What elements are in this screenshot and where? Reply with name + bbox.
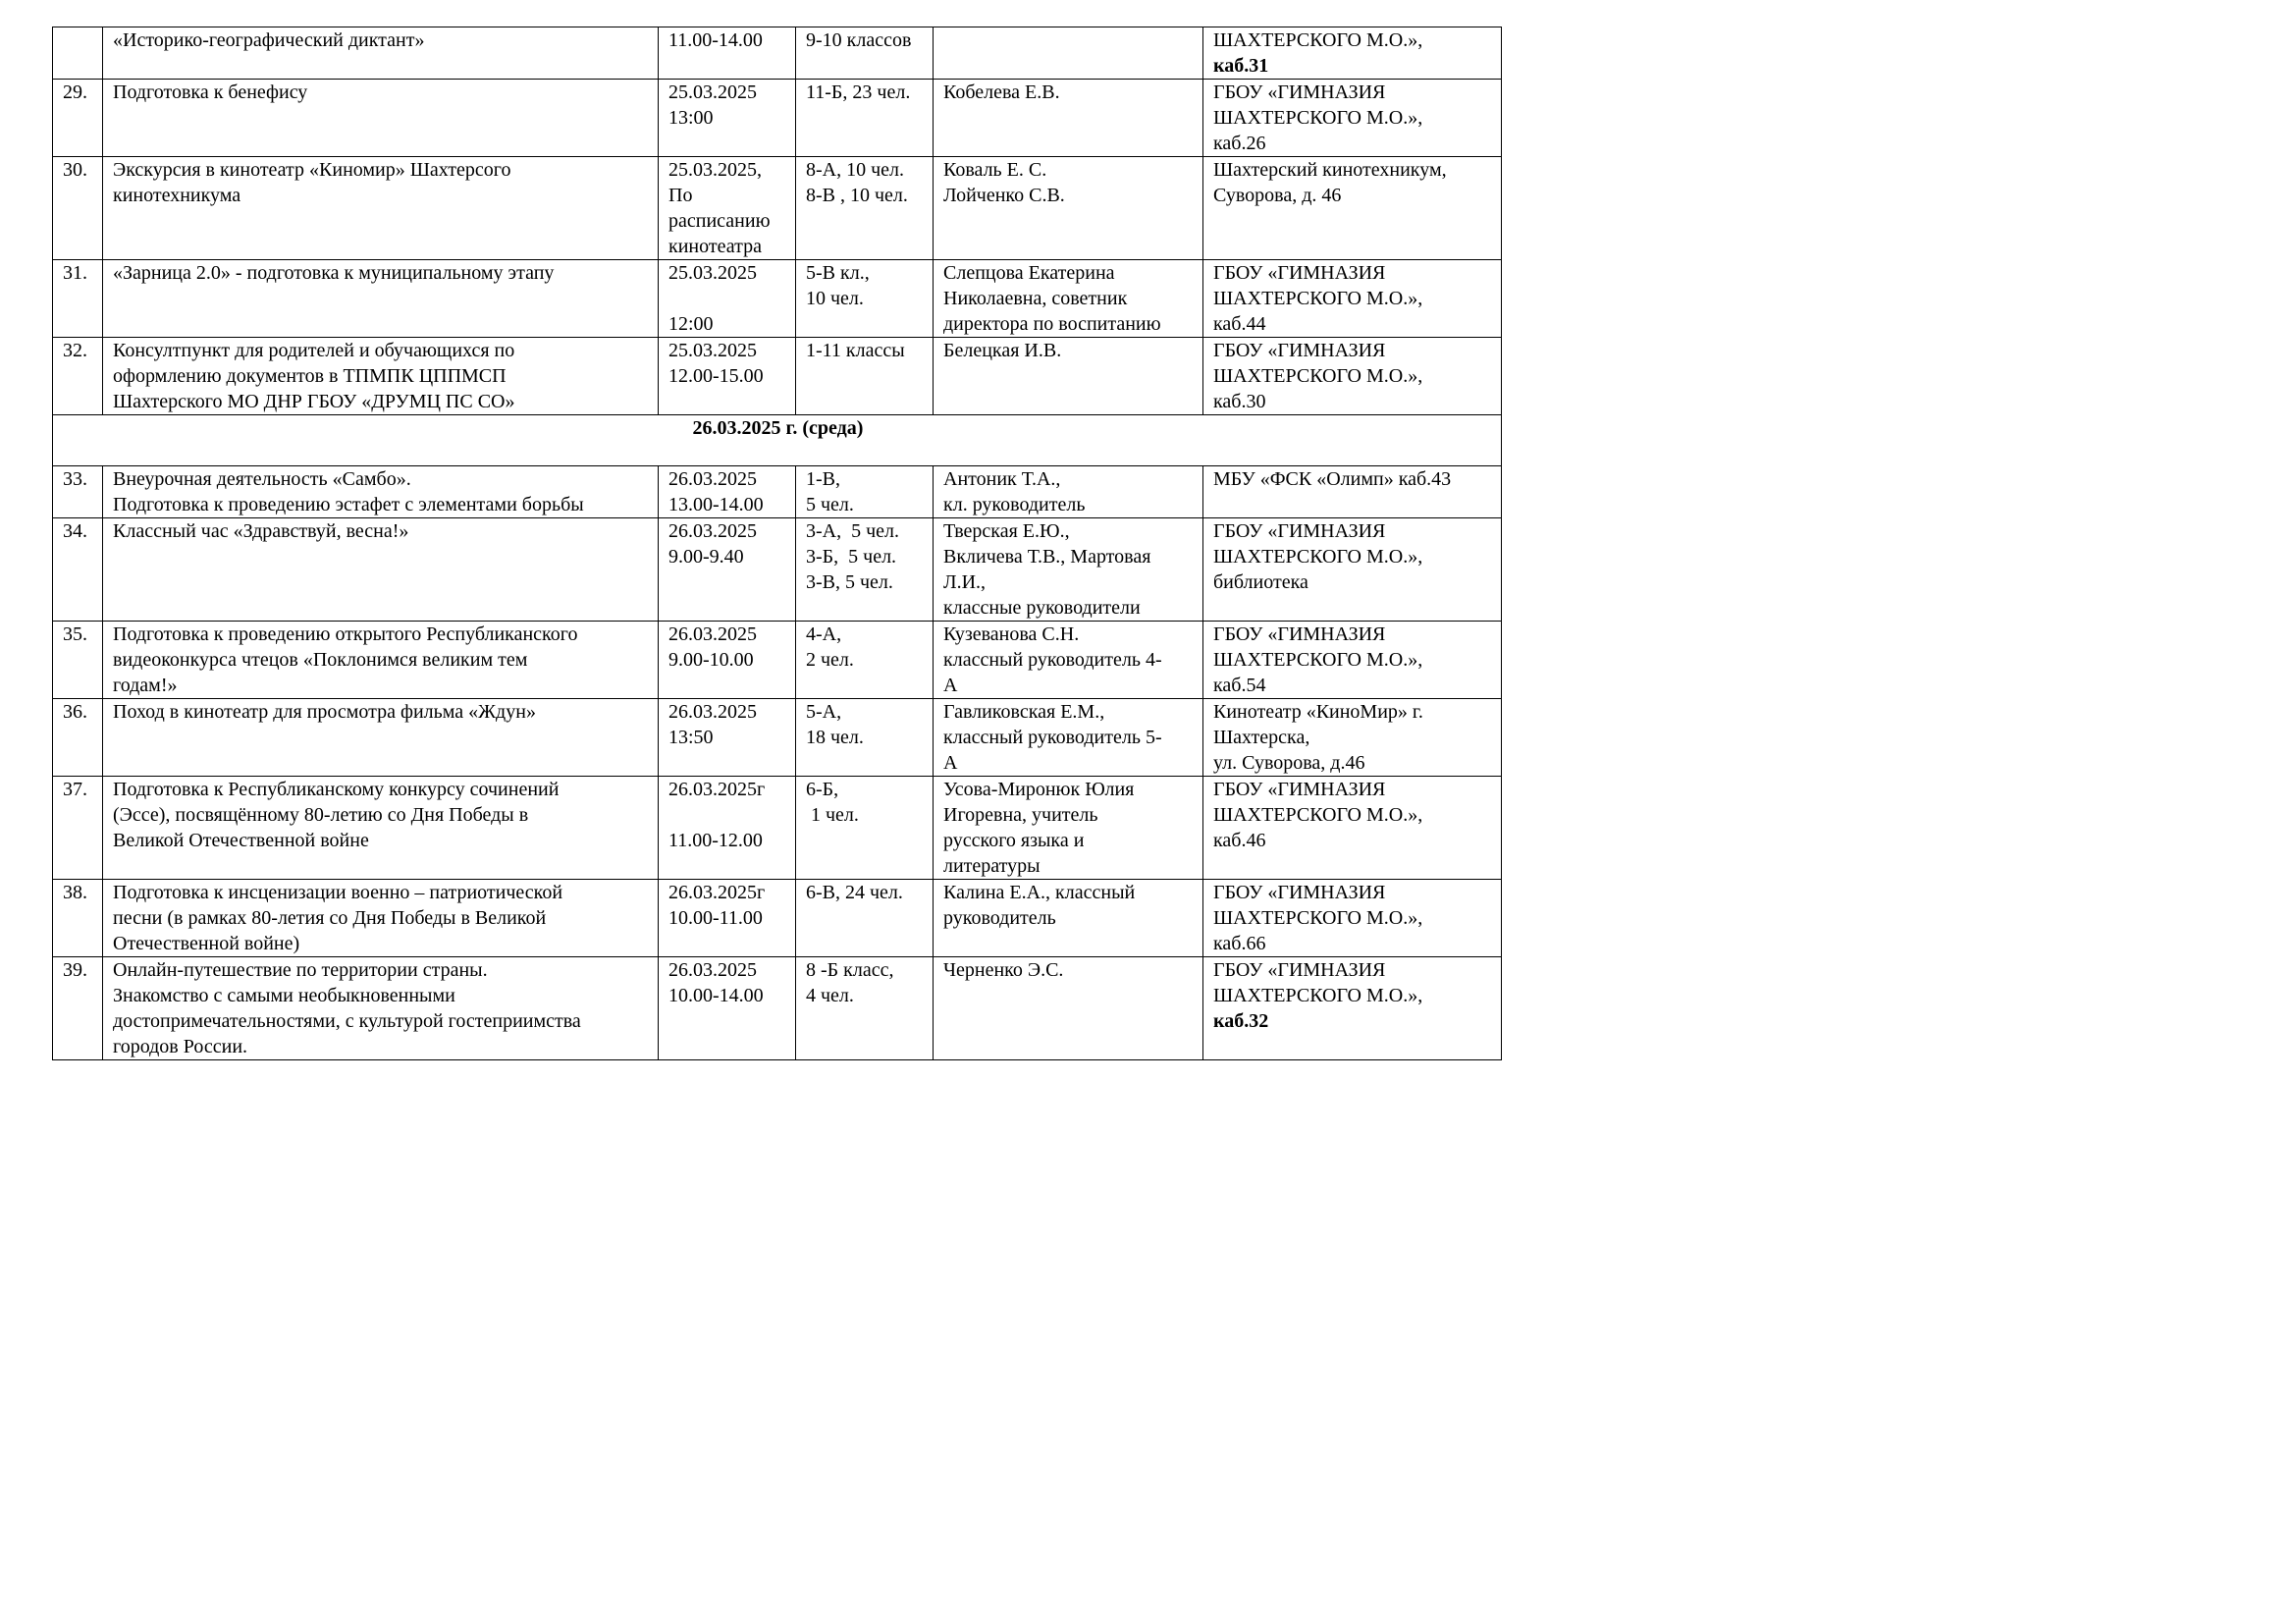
responsible-line: Л.И.,: [943, 571, 987, 593]
responsible-line: Черненко Э.С.: [943, 959, 1064, 981]
table-row: [53, 622, 1502, 699]
date-time-line: расписанию: [668, 210, 771, 232]
event-cell: [103, 622, 659, 699]
table-row: [53, 260, 1502, 338]
participants-line: 10 чел.: [806, 288, 864, 309]
responsible-line: классные руководители: [943, 597, 1141, 619]
date-time-line: 13:00: [668, 107, 714, 129]
event-cell: [103, 957, 659, 1060]
table-row: [53, 880, 1502, 957]
participants-cell: [796, 957, 934, 1060]
row-number-cell: 36.: [53, 699, 103, 777]
event-cell: [103, 880, 659, 957]
venue-cell: [1203, 80, 1502, 157]
row-number-cell: 34.: [53, 518, 103, 622]
venue-line: ГБОУ «ГИМНАЗИЯ: [1213, 262, 1386, 284]
date-time-line: 26.03.2025г: [668, 882, 766, 903]
venue-line: каб.44: [1213, 313, 1266, 335]
responsible-cell: [934, 157, 1203, 260]
date-time-cell: [659, 260, 796, 338]
date-time-line: 12:00: [668, 313, 714, 335]
table-row: [53, 518, 1502, 622]
participants-cell: [796, 622, 934, 699]
responsible-line: руководитель: [943, 907, 1056, 929]
venue-cell: [1203, 27, 1502, 80]
date-time-line: По: [668, 185, 693, 206]
responsible-line: литературы: [943, 855, 1041, 877]
venue-cell: [1203, 957, 1502, 1060]
responsible-line: Кобелева Е.В.: [943, 81, 1060, 103]
venue-line: Кинотеатр «КиноМир» г.: [1213, 701, 1423, 723]
event-text-line: Поход в кинотеатр для просмотра фильма «Ждун»: [113, 701, 536, 723]
responsible-line: А: [943, 752, 958, 774]
venue-line: ул. Суворова, д.46: [1213, 752, 1365, 774]
date-section-heading: 26.03.2025 г. (среда): [53, 415, 1502, 466]
participants-cell: [796, 260, 934, 338]
row-number-cell: 39.: [53, 957, 103, 1060]
date-time-line: 11.00-14.00: [668, 29, 763, 51]
venue-line: ШАХТЕРСКОГО М.О.»,: [1213, 804, 1423, 826]
responsible-line: Вкличева Т.В., Мартовая: [943, 546, 1151, 568]
event-text-line: Внеурочная деятельность «Самбо».: [113, 468, 411, 490]
table-row: [53, 27, 1502, 80]
table-row: [53, 777, 1502, 880]
event-text-line: Подготовка к инсценизации военно – патриотической: [113, 882, 563, 903]
venue-line: ШАХТЕРСКОГО М.О.»,: [1213, 649, 1423, 671]
venue-line: ШАХТЕРСКОГО М.О.»,: [1213, 546, 1423, 568]
date-time-line: 13.00-14.00: [668, 494, 764, 515]
date-time-line: 12.00-15.00: [668, 365, 764, 387]
date-time-line: 25.03.2025: [668, 340, 757, 361]
date-time-line: 26.03.2025: [668, 623, 757, 645]
participants-cell: [796, 466, 934, 518]
venue-line: ГБОУ «ГИМНАЗИЯ: [1213, 340, 1386, 361]
row-number-cell: 35.: [53, 622, 103, 699]
venue-line: ШАХТЕРСКОГО М.О.»,: [1213, 985, 1423, 1006]
schedule-table: [52, 27, 1502, 1060]
row-number-cell: 29.: [53, 80, 103, 157]
participants-line: 1-В,: [806, 468, 840, 490]
responsible-cell: [934, 338, 1203, 415]
venue-line: ШАХТЕРСКОГО М.О.»,: [1213, 288, 1423, 309]
responsible-cell: [934, 699, 1203, 777]
row-number-cell: 32.: [53, 338, 103, 415]
event-text-line: достопримечательностями, с культурой гостеприимства: [113, 1010, 581, 1032]
date-time-cell: [659, 880, 796, 957]
event-cell: [103, 466, 659, 518]
venue-line: каб.66: [1213, 933, 1266, 954]
venue-cell: [1203, 466, 1502, 518]
participants-cell: [796, 80, 934, 157]
responsible-cell: [934, 622, 1203, 699]
schedule-table-body: [53, 27, 1502, 1060]
date-time-line: 13:50: [668, 727, 714, 748]
venue-line: ШАХТЕРСКОГО М.О.»,: [1213, 107, 1423, 129]
venue-line: Шахтерский кинотехникум,: [1213, 159, 1447, 181]
responsible-line: Игоревна, учитель: [943, 804, 1098, 826]
responsible-cell: [934, 466, 1203, 518]
date-time-line: 9.00-9.40: [668, 546, 744, 568]
event-text-line: Онлайн-путешествие по территории страны.: [113, 959, 488, 981]
responsible-line: Калина Е.А., классный: [943, 882, 1136, 903]
participants-cell: [796, 699, 934, 777]
event-text-line: Подготовка к Республиканскому конкурсу сочинений: [113, 779, 560, 800]
participants-line: 8-В , 10 чел.: [806, 185, 908, 206]
date-time-line: 10.00-11.00: [668, 907, 763, 929]
date-time-line: 26.03.2025: [668, 701, 757, 723]
responsible-cell: [934, 80, 1203, 157]
venue-line: ГБОУ «ГИМНАЗИЯ: [1213, 520, 1386, 542]
participants-line: 8 -Б класс,: [806, 959, 894, 981]
event-text-line: «Зарница 2.0» - подготовка к муниципальному этапу: [113, 262, 555, 284]
date-time-line: 10.00-14.00: [668, 985, 764, 1006]
event-text-line: городов России.: [113, 1036, 248, 1057]
event-text-line: «Историко-географический диктант»: [113, 29, 425, 51]
responsible-line: классный руководитель 5-: [943, 727, 1162, 748]
responsible-line: Николаевна, советник: [943, 288, 1128, 309]
date-time-line: [668, 802, 787, 828]
table-row: [53, 466, 1502, 518]
venue-line: каб.46: [1213, 830, 1266, 851]
date-time-line: 25.03.2025: [668, 81, 757, 103]
participants-line: 3-А, 5 чел.: [806, 520, 900, 542]
event-text-line: (Эссе), посвящённому 80-летию со Дня Победы в: [113, 804, 529, 826]
participants-cell: [796, 27, 934, 80]
participants-line: 11-Б, 23 чел.: [806, 81, 911, 103]
event-text-line: Отечественной войне): [113, 933, 300, 954]
date-time-cell: [659, 338, 796, 415]
responsible-line: классный руководитель 4-: [943, 649, 1162, 671]
participants-line: 5-В кл.,: [806, 262, 870, 284]
participants-line: 3-В, 5 чел.: [806, 571, 893, 593]
date-time-cell: [659, 777, 796, 880]
participants-line: 5 чел.: [806, 494, 854, 515]
venue-line: ГБОУ «ГИМНАЗИЯ: [1213, 623, 1386, 645]
responsible-line: Коваль Е. С.: [943, 159, 1047, 181]
responsible-cell: [934, 880, 1203, 957]
participants-cell: [796, 880, 934, 957]
date-time-line: 26.03.2025: [668, 468, 757, 490]
venue-line: ШАХТЕРСКОГО М.О.»,: [1213, 29, 1423, 51]
responsible-line: кл. руководитель: [943, 494, 1086, 515]
venue-line: Шахтерска,: [1213, 727, 1310, 748]
event-text-line: Подготовка к проведению эстафет с элементами борьбы: [113, 494, 584, 515]
table-row: [53, 957, 1502, 1060]
event-text-line: Консултпункт для родителей и обучающихся по: [113, 340, 515, 361]
date-time-cell: [659, 622, 796, 699]
date-time-cell: [659, 699, 796, 777]
participants-line: 9-10 классов: [806, 29, 912, 51]
participants-line: 4-А,: [806, 623, 842, 645]
date-time-line: 26.03.2025: [668, 959, 757, 981]
venue-line: Суворова, д. 46: [1213, 185, 1342, 206]
row-number-cell: 31.: [53, 260, 103, 338]
date-section-row: [53, 415, 1502, 466]
row-number-cell: 33.: [53, 466, 103, 518]
event-text-line: оформлению документов в ТПМПК ЦППМСП: [113, 365, 507, 387]
venue-line: ГБОУ «ГИМНАЗИЯ: [1213, 779, 1386, 800]
responsible-line: директора по воспитанию: [943, 313, 1161, 335]
table-row: [53, 699, 1502, 777]
participants-line: 6-В, 24 чел.: [806, 882, 903, 903]
participants-line: 1 чел.: [806, 804, 859, 826]
venue-cell: [1203, 518, 1502, 622]
date-time-cell: [659, 466, 796, 518]
event-text-line: Знакомство с самыми необыкновенными: [113, 985, 455, 1006]
date-time-cell: [659, 80, 796, 157]
event-text-line: Классный час «Здравствуй, весна!»: [113, 520, 409, 542]
event-text-line: годам!»: [113, 675, 178, 696]
event-cell: [103, 518, 659, 622]
row-number-cell: [53, 27, 103, 80]
event-cell: [103, 157, 659, 260]
event-cell: [103, 27, 659, 80]
date-time-line: 26.03.2025: [668, 520, 757, 542]
table-row: [53, 80, 1502, 157]
venue-line: каб.30: [1213, 391, 1266, 412]
participants-line: 1-11 классы: [806, 340, 905, 361]
responsible-line: русского языка и: [943, 830, 1085, 851]
event-text-line: Подготовка к проведению открытого Республиканского: [113, 623, 578, 645]
event-text-line: Шахтерского МО ДНР ГБОУ «ДРУМЦ ПС СО»: [113, 391, 515, 412]
responsible-cell: [934, 260, 1203, 338]
participants-line: 2 чел.: [806, 649, 854, 671]
responsible-line: Тверская Е.Ю.,: [943, 520, 1070, 542]
venue-line: каб.26: [1213, 133, 1266, 154]
participants-line: 8-А, 10 чел.: [806, 159, 905, 181]
event-text-line: видеоконкурса чтецов «Поклонимся великим тем: [113, 649, 528, 671]
event-cell: [103, 777, 659, 880]
responsible-line: А: [943, 675, 958, 696]
event-text-line: Подготовка к бенефису: [113, 81, 308, 103]
venue-cell: [1203, 880, 1502, 957]
participants-line: 5-А,: [806, 701, 842, 723]
venue-line: ШАХТЕРСКОГО М.О.»,: [1213, 365, 1423, 387]
venue-line: каб.54: [1213, 675, 1266, 696]
responsible-cell: [934, 777, 1203, 880]
participants-line: 3-Б, 5 чел.: [806, 546, 897, 568]
venue-line: ГБОУ «ГИМНАЗИЯ: [1213, 81, 1386, 103]
row-number-cell: 37.: [53, 777, 103, 880]
event-text-line: кинотехникума: [113, 185, 241, 206]
venue-line: ШАХТЕРСКОГО М.О.»,: [1213, 907, 1423, 929]
participants-line: 18 чел.: [806, 727, 864, 748]
responsible-cell: [934, 27, 1203, 80]
date-time-line: 9.00-10.00: [668, 649, 754, 671]
date-time-cell: [659, 157, 796, 260]
venue-line: каб.32: [1213, 1010, 1269, 1032]
responsible-line: Усова-Миронюк Юлия: [943, 779, 1135, 800]
responsible-line: Белецкая И.В.: [943, 340, 1062, 361]
table-row: [53, 338, 1502, 415]
event-cell: [103, 699, 659, 777]
venue-line: ГБОУ «ГИМНАЗИЯ: [1213, 959, 1386, 981]
row-number-cell: 30.: [53, 157, 103, 260]
date-time-line: кинотеатра: [668, 236, 762, 257]
participants-line: 4 чел.: [806, 985, 854, 1006]
participants-line: 6-Б,: [806, 779, 839, 800]
venue-cell: [1203, 699, 1502, 777]
date-time-line: [668, 286, 787, 311]
event-text-line: Экскурсия в кинотеатр «Киномир» Шахтерсого: [113, 159, 511, 181]
event-cell: [103, 260, 659, 338]
date-time-line: 25.03.2025,: [668, 159, 762, 181]
venue-cell: [1203, 338, 1502, 415]
responsible-line: Кузеванова С.Н.: [943, 623, 1080, 645]
date-time-cell: [659, 957, 796, 1060]
venue-line: МБУ «ФСК «Олимп» каб.43: [1213, 468, 1452, 490]
venue-cell: [1203, 622, 1502, 699]
responsible-line: Слепцова Екатерина: [943, 262, 1115, 284]
responsible-cell: [934, 518, 1203, 622]
venue-line: библиотека: [1213, 571, 1308, 593]
participants-cell: [796, 338, 934, 415]
venue-line: каб.31: [1213, 55, 1269, 77]
event-text-line: Великой Отечественной войне: [113, 830, 369, 851]
venue-line: ГБОУ «ГИМНАЗИЯ: [1213, 882, 1386, 903]
responsible-cell: [934, 957, 1203, 1060]
date-time-cell: [659, 518, 796, 622]
table-row: [53, 157, 1502, 260]
date-time-line: 26.03.2025г: [668, 779, 766, 800]
date-time-line: 11.00-12.00: [668, 830, 763, 851]
responsible-line: Лойченко С.В.: [943, 185, 1065, 206]
row-number-cell: 38.: [53, 880, 103, 957]
venue-cell: [1203, 157, 1502, 260]
schedule-sheet: [52, 27, 1501, 1060]
event-cell: [103, 338, 659, 415]
participants-cell: [796, 777, 934, 880]
responsible-line: Антоник Т.А.,: [943, 468, 1061, 490]
event-cell: [103, 80, 659, 157]
date-time-cell: [659, 27, 796, 80]
participants-cell: [796, 518, 934, 622]
date-time-line: 25.03.2025: [668, 262, 757, 284]
responsible-line: Гавликовская Е.М.,: [943, 701, 1105, 723]
venue-cell: [1203, 777, 1502, 880]
participants-cell: [796, 157, 934, 260]
venue-cell: [1203, 260, 1502, 338]
event-text-line: песни (в рамках 80-летия со Дня Победы в Великой: [113, 907, 547, 929]
